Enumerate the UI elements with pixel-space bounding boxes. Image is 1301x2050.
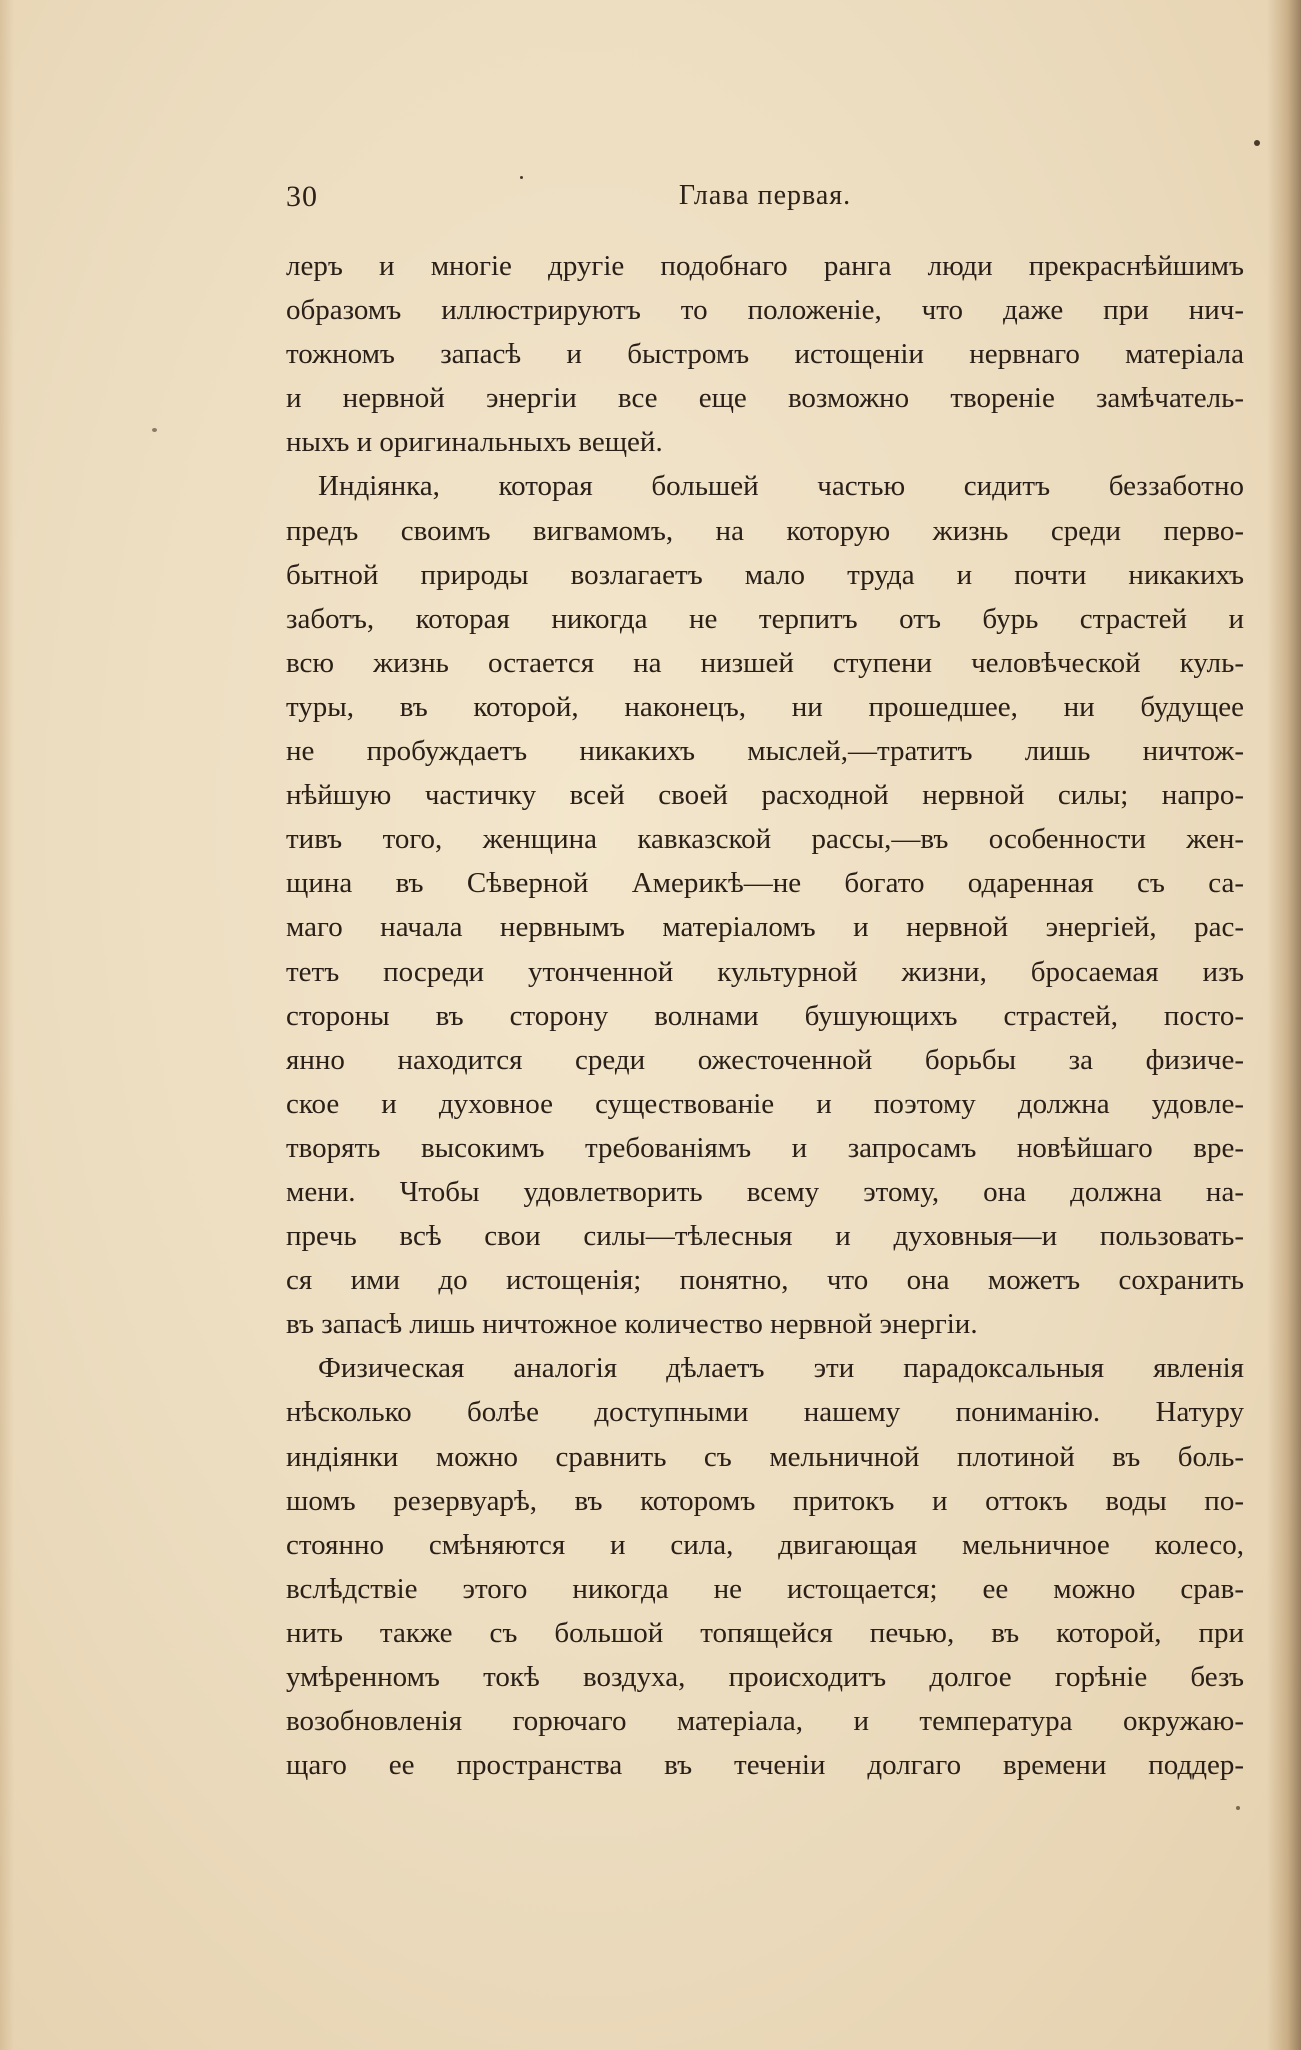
text-line: тивъ того, женщина кавказской рассы,—въ особенности жен- [286, 823, 1244, 856]
text-line: нить также съ большой топящейся печью, въ которой, при [286, 1616, 1244, 1649]
text-line: стоянно смѣняются и сила, двигающая мельничное колесо, [286, 1528, 1244, 1561]
text-line: бытной природы возлагаетъ мало труда и почти никакихъ [286, 558, 1244, 591]
page-left-edge [0, 0, 14, 2050]
text-line: стороны въ сторону волнами бушующихъ страстей, посто- [286, 999, 1244, 1032]
text-line: маго начала нервнымъ матеріаломъ и нервной энергіей, рас- [286, 911, 1244, 944]
text-line: щина въ Сѣверной Америкѣ—не богато одаренная съ са- [286, 867, 1244, 900]
text-line: возобновленія горючаго матеріала, и температура окружаю- [286, 1705, 1244, 1738]
text-line: шомъ резервуарѣ, въ которомъ притокъ и оттокъ воды по- [286, 1484, 1244, 1517]
text-line: образомъ иллюстрируютъ то положеніе, что даже при нич- [286, 294, 1244, 327]
text-line: тожномъ запасѣ и быстромъ истощеніи нервнаго матеріала [286, 338, 1244, 371]
text-line: заботъ, которая никогда не терпитъ отъ бурь страстей и [286, 602, 1244, 635]
text-line: ся ими до истощенія; понятно, что она можетъ сохранить [286, 1264, 1244, 1297]
body-text [286, 244, 1244, 1787]
text-line: всю жизнь остается на низшей ступени человѣческой куль- [286, 646, 1244, 679]
page-right-edge-shadow [1267, 0, 1301, 2050]
text-line: туры, въ которой, наконецъ, ни прошедшее, ни будущее [286, 690, 1244, 723]
paper-speck [152, 428, 157, 432]
page-header [286, 180, 1244, 220]
text-line: щаго ее пространства въ теченіи долгаго времени поддер- [286, 1749, 1244, 1782]
text-line: и нервной энергіи все еще возможно твореніе замѣчатель- [286, 382, 1244, 415]
text-line: тетъ посреди утонченной культурной жизни, бросаемая изъ [286, 955, 1244, 988]
text-line: нѣсколько болѣе доступными нашему пониманію. Натуру [286, 1396, 1244, 1429]
text-line: творять высокимъ требованіямъ и запросамъ новѣйшаго вре- [286, 1131, 1244, 1164]
text-line: янно находится среди ожесточенной борьбы за физиче- [286, 1043, 1244, 1076]
text-line: вслѣдствіе этого никогда не истощается; ее можно срав- [286, 1572, 1244, 1605]
text-line: предъ своимъ вигвамомъ, на которую жизнь среди перво- [286, 514, 1244, 547]
paragraph-start-line: Физическая аналогія дѣлаетъ эти парадоксальныя явленія [318, 1352, 1244, 1385]
text-line: ское и духовное существованіе и поэтому должна удовле- [286, 1087, 1244, 1120]
running-head: Глава первая. [678, 180, 852, 211]
paper-speck [520, 176, 523, 179]
paper-speck [1254, 140, 1260, 146]
text-line: ныхъ и оригинальныхъ вещей. [286, 426, 663, 459]
text-line: въ запасѣ лишь ничтожное количество нервной энергіи. [286, 1308, 978, 1341]
paper-speck [1236, 1806, 1240, 1810]
text-line: не пробуждаетъ никакихъ мыслей,—тратитъ лишь ничтож- [286, 735, 1244, 768]
text-line: прeчь всѣ свои силы—тѣлесныя и духовныя—и пользовать- [286, 1220, 1244, 1253]
paragraph-start-line: Индіянка, которая большей частью сидитъ беззаботно [318, 470, 1244, 503]
text-line: мени. Чтобы удовлетворить всему этому, она должна на- [286, 1175, 1244, 1208]
text-line: индіянки можно сравнить съ мельничной плотиной въ боль- [286, 1440, 1244, 1473]
text-line: нѣйшую частичку всей своей расходной нервной силы; напро- [286, 779, 1244, 812]
page-number: 30 [286, 180, 318, 213]
text-line: леръ и многіе другіе подобнаго ранга люди прекраснѣйшимъ [286, 250, 1244, 282]
text-line: умѣренномъ токѣ воздуха, происходитъ долгое горѣніе безъ [286, 1661, 1244, 1693]
